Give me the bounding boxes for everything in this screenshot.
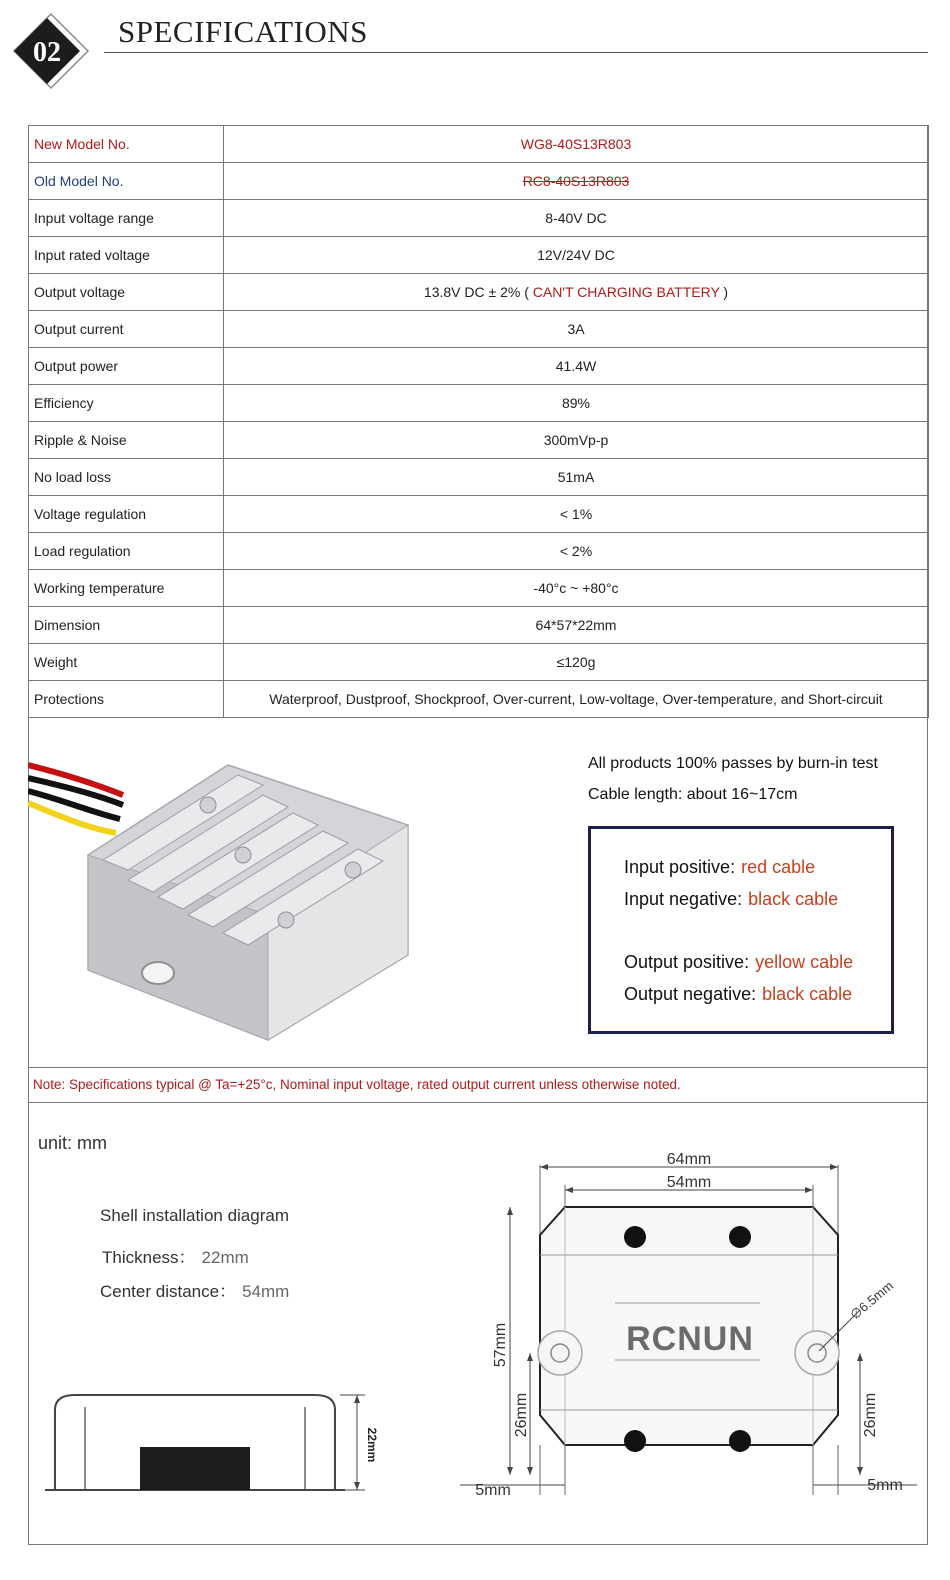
table-row: [29, 681, 929, 718]
output-voltage-label: Output voltage: [29, 274, 224, 311]
spec-value: 41.4W: [224, 348, 929, 385]
table-row: [29, 126, 929, 163]
cable-label: Output negative:: [624, 984, 757, 1004]
left-5-dimension: 5mm: [475, 1482, 511, 1499]
table-row: [29, 348, 929, 385]
right-5-dimension: 5mm: [867, 1477, 903, 1494]
output-voltage-cell: [224, 274, 929, 311]
table-row: [29, 570, 929, 607]
center-distance-line: [100, 1277, 289, 1302]
spec-label: Output power: [29, 348, 224, 385]
width-64-dimension: 64mm: [666, 1151, 712, 1168]
output-voltage-value: 13.8V DC ± 2% (: [423, 284, 529, 300]
spec-value: Waterproof, Dustproof, Shockproof, Over-current, Low-voltage, Over-temperature, and Short-circuit: [224, 681, 929, 718]
spec-value: 64*57*22mm: [224, 607, 929, 644]
table-row: [29, 496, 929, 533]
thickness-dimension: 22mm: [365, 1427, 379, 1463]
spec-label: Load regulation: [29, 533, 224, 570]
section-number: 02: [33, 37, 61, 68]
spec-table: [28, 125, 929, 718]
spec-label: No load loss: [29, 459, 224, 496]
cable-line: [624, 984, 852, 1005]
spec-label: Protections: [29, 681, 224, 718]
new-model-label: New Model No.: [29, 126, 224, 163]
table-row: [29, 311, 929, 348]
spec-value: -40°c ~ +80°c: [224, 570, 929, 607]
old-model-label: Old Model No.: [29, 163, 224, 200]
spec-value: 12V/24V DC: [224, 237, 929, 274]
cable-line: [624, 889, 838, 910]
cable-label: Output positive:: [624, 952, 750, 972]
right-26-dimension: 26mm: [862, 1392, 879, 1438]
cable-color: black cable: [762, 984, 853, 1004]
cable-label: Input negative:: [624, 889, 743, 909]
divider: [28, 1102, 928, 1103]
table-row: [29, 533, 929, 570]
spec-value: 51mA: [224, 459, 929, 496]
top-view-drawing: [455, 1145, 925, 1505]
thickness-value: 22mm: [201, 1248, 249, 1267]
table-row: [29, 385, 929, 422]
old-model-value: RC8-40S13R803: [522, 173, 630, 189]
thickness-line: [102, 1243, 249, 1268]
title-divider: [104, 52, 928, 53]
spec-label: Voltage regulation: [29, 496, 224, 533]
section-number-badge: [10, 10, 92, 92]
cable-color: black cable: [748, 889, 839, 909]
spec-value: < 2%: [224, 533, 929, 570]
center-distance-label: Center distance：: [100, 1282, 237, 1301]
cable-label: Input positive:: [624, 857, 736, 877]
spec-value: 300mVp-p: [224, 422, 929, 459]
height-57-dimension: 57mm: [492, 1322, 509, 1368]
spec-value: < 1%: [224, 496, 929, 533]
cable-length-text: Cable length: about 16~17cm: [588, 786, 798, 803]
spec-note: Note: Specifications typical @ Ta=+25°c, Nominal input voltage, rated output current unless otherwise noted.: [33, 1077, 681, 1092]
product-photo: [28, 745, 428, 1045]
spec-label: Efficiency: [29, 385, 224, 422]
spec-value: 8-40V DC: [224, 200, 929, 237]
brand-logo-text: RCNUN: [626, 1320, 754, 1358]
battery-warning: CAN'T CHARGING BATTERY: [532, 284, 720, 300]
spec-value: ≤120g: [224, 644, 929, 681]
cable-color: red cable: [741, 857, 816, 877]
table-row: [29, 459, 929, 496]
spec-label: Dimension: [29, 607, 224, 644]
table-row: [29, 422, 929, 459]
spec-label: Input voltage range: [29, 200, 224, 237]
unit-label: unit: mm: [38, 1133, 108, 1153]
page-title: SPECIFICATIONS: [118, 14, 368, 49]
spec-value: 89%: [224, 385, 929, 422]
spec-label: Input rated voltage: [29, 237, 224, 274]
left-26-dimension: 26mm: [513, 1392, 530, 1438]
burn-in-info: [588, 748, 878, 810]
table-row: [29, 200, 929, 237]
shell-diagram-title: Shell installation diagram: [100, 1206, 289, 1225]
new-model-value: WG8-40S13R803: [224, 126, 929, 163]
cable-color: yellow cable: [755, 952, 854, 972]
spec-label: Output current: [29, 311, 224, 348]
thickness-label: Thickness：: [102, 1248, 196, 1267]
spec-value: 3A: [224, 311, 929, 348]
table-row: [29, 274, 929, 311]
spec-label: Weight: [29, 644, 224, 681]
side-view-drawing: [45, 1385, 385, 1505]
center-distance-value: 54mm: [242, 1282, 290, 1301]
spec-label: Ripple & Noise: [29, 422, 224, 459]
table-row: [29, 237, 929, 274]
table-row: [29, 163, 929, 200]
cable-line: [624, 857, 815, 878]
spec-label: Working temperature: [29, 570, 224, 607]
output-voltage-close: ): [723, 284, 729, 300]
table-row: [29, 607, 929, 644]
hole-diameter-dimension: ∅6.5mm: [847, 1277, 897, 1323]
burn-in-text: All products 100% passes by burn-in test: [588, 755, 878, 772]
cable-legend-box: [588, 826, 894, 1034]
old-model-cell: [224, 163, 929, 200]
divider: [28, 1067, 928, 1068]
table-row: [29, 644, 929, 681]
cable-line: [624, 952, 853, 973]
width-54-dimension: 54mm: [666, 1174, 712, 1191]
